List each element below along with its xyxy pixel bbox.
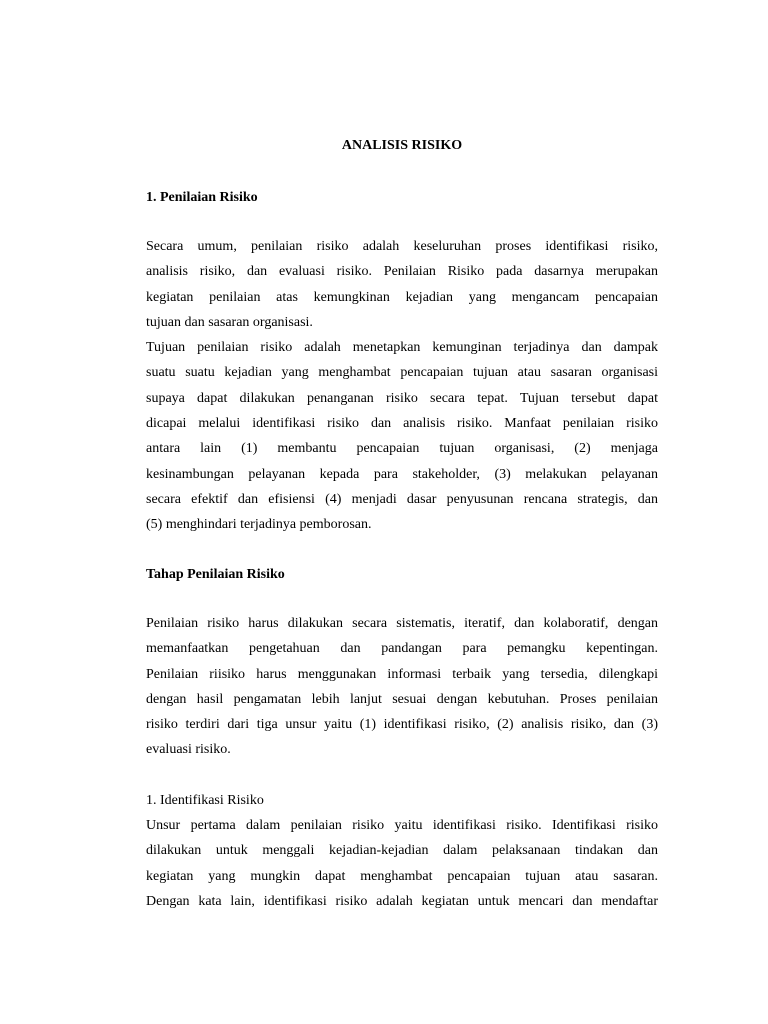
paragraph-line: Unsur pertama dalam penilaian risiko yaitu identifikasi risiko. Identifikasi risiko	[146, 818, 658, 833]
paragraph-line: evaluasi risiko.	[146, 742, 231, 758]
paragraph-identifikasi-risiko	[146, 817, 658, 918]
paragraph-line: tujuan dan sasaran organisasi.	[146, 314, 313, 330]
paragraph-line: Tujuan penilaian risiko adalah menetapkan kemunginan terjadinya dan dampak	[146, 340, 658, 356]
paragraph-line: (5) menghindari terjadinya pemborosan.	[146, 517, 372, 533]
paragraph-line: Penilaian risiko harus dilakukan secara sistematis, iteratif, dan kolaboratif, dengan	[146, 616, 658, 631]
paragraph-tahap-penilaian	[146, 615, 658, 767]
paragraph-line: supaya dapat dilakukan penanganan risiko secara tepat. Tujuan tersebut dapat	[146, 390, 658, 406]
paragraph-line: Secara umum, penilaian risiko adalah keseluruhan proses identifikasi risiko,	[146, 239, 658, 254]
document-title: ANALISIS RISIKO	[341, 138, 463, 153]
paragraph-line: Penilaian riisiko harus menggunakan informasi terbaik yang tersedia, dilengkapi	[146, 666, 658, 682]
paragraph-line: dilakukan untuk menggali kejadian-kejadian dalam pelaksanaan tindakan dan	[146, 843, 658, 859]
paragraph-line: secara efektif dan efisiensi (4) menjadi dasar penyusunan rencana strategis, dan	[146, 491, 658, 507]
paragraph-line: kegiatan penilaian atas kemungkinan kejadian yang mengancam pencapaian	[146, 289, 658, 305]
paragraph-line: kegiatan yang mungkin dapat menghambat pencapaian tujuan atau sasaran.	[146, 868, 658, 884]
subsection-heading-identifikasi-risiko: 1. Identifikasi Risiko	[146, 793, 264, 808]
paragraph-line: dengan hasil pengamatan lebih lanjut sesuai dengan kebutuhan. Proses penilaian	[146, 691, 658, 707]
section-heading-tahap-penilaian-risiko: Tahap Penilaian Risiko	[146, 567, 285, 582]
paragraph-line: memanfaatkan pengetahuan dan pandangan para pemangku kepentingan.	[146, 641, 658, 657]
paragraph-line: antara lain (1) membantu pencapaian tujuan organisasi, (2) menjaga	[146, 441, 658, 457]
section-heading-penilaian-risiko: 1. Penilaian Risiko	[146, 190, 258, 205]
paragraph-line: suatu suatu kejadian yang menghambat pencapaian tujuan atau sasaran organisasi	[146, 365, 658, 381]
paragraph-line: analisis risiko, dan evaluasi risiko. Penilaian Risiko pada dasarnya merupakan	[146, 264, 658, 280]
paragraph-line: kesinambungan pelayanan kepada para stakeholder, (3) melakukan pelayanan	[146, 466, 658, 482]
paragraph-line: Dengan kata lain, identifikasi risiko adalah kegiatan untuk mencari dan mendaftar	[146, 893, 658, 909]
paragraph-penilaian-risiko	[146, 238, 658, 542]
paragraph-line: risiko terdiri dari tiga unsur yaitu (1) identifikasi risiko, (2) analisis risiko, dan (3)	[146, 717, 658, 733]
paragraph-line: dicapai melalui identifikasi risiko dan analisis risiko. Manfaat penilaian risiko	[146, 416, 658, 432]
